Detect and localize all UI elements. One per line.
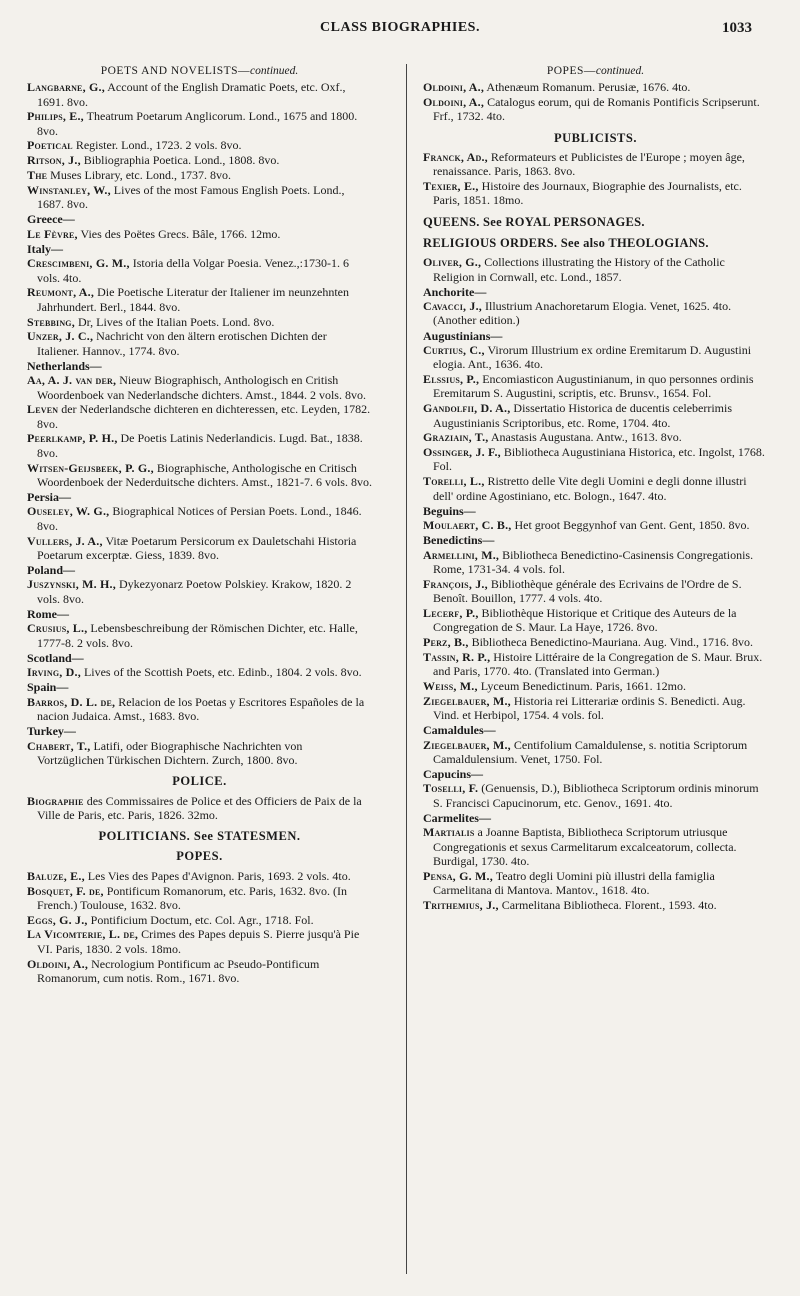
- bibliography-entry: [27, 739, 372, 768]
- entry-title: Bibliothèque générale des Ecrivains de l'Ordre de S. Benoît. Bouillon, 1777. 4 vols. 4to.: [433, 576, 742, 606]
- entry-title: Theatrum Poetarum Anglicorum. Lond., 1675 and 1800. 8vo.: [37, 109, 358, 138]
- entry-author: Stebbing,: [27, 314, 75, 329]
- bibliography-entry: [423, 95, 768, 124]
- entry-title: Bibliotheca Benedictino-Casinensis Congregationis. Rome, 1731-34. 4 vols. fol.: [433, 547, 754, 576]
- section-heading-popes-continued: POPES—continued.: [546, 65, 645, 77]
- entry-author: Poetical: [27, 138, 73, 153]
- entry-title: Register. Lond., 1723. 2 vols. 8vo.: [75, 138, 242, 153]
- entry-author: Crusius, L.,: [27, 621, 88, 636]
- entry-author: Cavacci, J.,: [423, 299, 483, 314]
- subheading-rome: Rome—: [27, 606, 69, 621]
- entry-title: Biographical Notices of Persian Poets. Lond., 1846. 8vo.: [37, 504, 362, 533]
- bibliography-entry: [423, 781, 768, 810]
- entry-list: [423, 299, 768, 328]
- entry-list: [27, 577, 372, 606]
- entry-list: [423, 825, 768, 912]
- entry-title: Catalogus eorum, qui de Romanis Pontificis Scripserunt. Frf., 1732. 4to.: [433, 95, 760, 124]
- entry-author: Barros, D. L. de,: [27, 694, 116, 709]
- entry-author: Gandolfii, D. A.,: [423, 401, 511, 416]
- entry-title: Encomiasticon Augustinianum, in quo personnes ordinis Eremitarum S. Augustini, scriptis, etc. Brunsv., 1654. Fol.: [433, 372, 754, 401]
- entry-author: Ziegelbauer, M.,: [423, 737, 511, 752]
- entry-list: [27, 739, 372, 768]
- bibliography-entry: [27, 504, 372, 533]
- subheading-anchorite: Anchorite—: [423, 284, 487, 299]
- bibliography-entry: [27, 665, 372, 679]
- entry-author: The: [27, 168, 48, 183]
- entry-author: François, J.,: [423, 576, 488, 591]
- entry-title: (Genuensis, D.), Bibliotheca Scriptorum ordinis minorum S. Francisci Capucinorum, etc. Genov., 1691. 4to.: [433, 781, 759, 810]
- section-heading-popes: POPES.: [176, 849, 223, 864]
- entry-list: [423, 150, 768, 208]
- bibliography-entry: [423, 898, 768, 912]
- bibliography-entry: [27, 329, 372, 358]
- entry-list: [423, 781, 768, 810]
- bibliography-entry: [423, 255, 768, 284]
- entry-title: Carmelitana Bibliotheca. Florent., 1593. 4to.: [501, 897, 717, 912]
- bibliography-entry: [27, 884, 372, 913]
- entry-title: Vitæ Poetarum Persicorum ex Dauletschahi Historia Poetarum excerptæ. Giess, 1839. 8vo.: [37, 533, 357, 562]
- bibliography-entry: [27, 183, 372, 212]
- bibliography-entry: [27, 695, 372, 724]
- bibliography-entry: [423, 548, 768, 577]
- entry-list: [27, 621, 372, 650]
- entry-title: Lyceum Benedictinum. Paris, 1661. 12mo.: [480, 678, 686, 693]
- subheading-netherlands: Netherlands—: [27, 358, 102, 373]
- entry-author: Trithemius, J.,: [423, 897, 499, 912]
- bibliography-entry: [27, 431, 372, 460]
- entry-title: Latifi, oder Biographische Nachrichten von Vortzüglichen Türkischen Dichtern. Zurch, 1800. 8vo.: [37, 738, 303, 767]
- entry-title: Lives of the Scottish Poets, etc. Edinb., 1804. 2 vols. 8vo.: [83, 665, 362, 680]
- entry-title: Centifolium Camaldulense, s. notitia Scriptorum Camaldulensium. Venet, 1750. Fol.: [433, 737, 748, 766]
- entry-title: Dr, Lives of the Italian Poets. Lond. 8vo.: [77, 314, 275, 329]
- entry-author: Oldoini, A.,: [423, 80, 485, 95]
- page-number: 1033: [722, 20, 752, 36]
- entry-title: Dissertatio Historica de ducentis celeberrimis Augustinianis Scriptoribus, etc. Rome, 1704. 4to.: [433, 401, 733, 430]
- subheading-persia: Persia—: [27, 490, 71, 505]
- entry-author: Ziegelbauer, M.,: [423, 693, 511, 708]
- bibliography-entry: [423, 401, 768, 430]
- entry-author: Curtius, C.,: [423, 343, 485, 358]
- entry-title: De Poetis Latinis Nederlandicis. Lugd. Bat., 1838. 8vo.: [37, 431, 363, 460]
- bibliography-entry: [27, 373, 372, 402]
- bibliography-entry: [423, 694, 768, 723]
- column-divider: [406, 64, 407, 1274]
- bibliography-entry: [423, 518, 768, 532]
- bibliography-entry: [423, 430, 768, 444]
- bibliography-entry: [27, 168, 372, 182]
- entry-title: Histoire Littéraire de la Congregation de S. Maur. Brux. and Paris, 1770. 4to. (Translated into German.): [433, 649, 763, 679]
- entry-author: Witsen-Geijsbeek, P. G.,: [27, 460, 154, 475]
- subheading-beguins: Beguins—: [423, 503, 476, 518]
- entry-title: Istoria della Volgar Poesia. Venez.,:1730-1. 6 vols. 4to.: [37, 256, 349, 285]
- bibliography-entry: [27, 138, 372, 152]
- section-heading-politicians: POLITICIANS. See STATESMEN.: [98, 829, 301, 844]
- entry-title: Pontificium Doctum, etc. Col. Agr., 1718. Fol.: [90, 912, 314, 927]
- entry-list: [27, 373, 372, 489]
- entry-title: Vies des Poëtes Grecs. Bâle, 1766. 12mo.: [80, 226, 281, 241]
- entry-title: Lives of the most Famous English Poets. Lond., 1687. 8vo.: [37, 182, 345, 212]
- entry-author: Perz, B.,: [423, 634, 469, 649]
- entry-author: Baluze, E.,: [27, 868, 85, 883]
- entry-author: Philips, E.,: [27, 109, 84, 124]
- bibliography-entry: [27, 256, 372, 285]
- bibliography-entry: [423, 372, 768, 401]
- entry-list: [27, 794, 372, 823]
- entry-author: Martialis: [423, 825, 475, 840]
- entry-title: Ristretto delle Vite degli Uomini e degli donne illustri dell' ordine Agostiniano, etc. Bologn., 1647. 4to.: [433, 474, 747, 503]
- entry-author: Aa, A. J. van der,: [27, 373, 117, 388]
- entry-title: Bibliothèque Historique et Critique des Auteurs de la Congregation de S. Maur. La Haye, 1726. 8vo.: [433, 605, 737, 635]
- bibliography-entry: [423, 738, 768, 767]
- entry-title: Collections illustrating the History of the Catholic Religion in Cornwall, etc. Lond., 1857.: [433, 255, 725, 284]
- entry-author: Langbarne, G.,: [27, 80, 105, 95]
- subheading-poland: Poland—: [27, 563, 76, 578]
- bibliography-entry: [27, 80, 372, 109]
- section-heading-poets-continued: POETS AND NOVELISTS—continued.: [100, 65, 299, 77]
- bibliography-entry: [27, 153, 372, 167]
- entry-author: Ouseley, W. G.,: [27, 504, 110, 519]
- entry-title: Virorum Illustrium ex ordine Eremitarum D. Augustini elogia. Ant., 1636. 4to.: [433, 343, 752, 372]
- entry-author: Winstanley, W.,: [27, 182, 111, 197]
- entry-list: [27, 869, 372, 985]
- bibliography-entry: [423, 179, 768, 208]
- entry-author: Graziain, T.,: [423, 430, 489, 445]
- entry-author: Franck, Ad.,: [423, 149, 488, 164]
- entry-title: Account of the English Dramatic Poets, etc. Oxf., 1691. 8vo.: [37, 80, 346, 109]
- subheading-camaldules: Camaldules—: [423, 723, 496, 738]
- bibliography-entry: [27, 534, 372, 563]
- entry-list: [423, 548, 768, 723]
- subheading-benedictins: Benedictins—: [423, 533, 495, 548]
- entry-author: Unzer, J. C.,: [27, 329, 94, 344]
- subheading-scotland: Scotland—: [27, 650, 84, 665]
- entry-title: Necrologium Pontificum ac Pseudo-Pontificum Romanorum, cum notis. Rom., 1671. 8vo.: [37, 956, 320, 985]
- entry-title: Bibliotheca Augustiniana Historica, etc. Ingolst, 1768. Fol.: [433, 445, 765, 474]
- entry-author: Ossinger, J. F.,: [423, 445, 501, 460]
- bibliography-entry: [27, 109, 372, 138]
- bibliography-entry: [423, 825, 768, 868]
- entry-author: Eggs, G. J.,: [27, 912, 88, 927]
- entry-title: Die Poetische Literatur der Italiener im neunzehnten Jahrhundert. Berl., 1844. 8vo.: [37, 285, 349, 314]
- subheading-spain: Spain—: [27, 680, 69, 695]
- entry-author: Bosquet, F. de,: [27, 883, 104, 898]
- bibliography-entry: [423, 650, 768, 679]
- entry-title: Anastasis Augustana. Antw., 1613. 8vo.: [490, 430, 682, 445]
- entry-author: Armellini, M.,: [423, 547, 500, 562]
- right-column: [423, 64, 768, 913]
- bibliography-entry: [423, 679, 768, 693]
- bibliography-entry: [27, 869, 372, 883]
- entry-author: Torelli, L.,: [423, 474, 485, 489]
- bibliography-entry: [423, 80, 768, 94]
- bibliography-entry: [423, 635, 768, 649]
- entry-list: [27, 504, 372, 562]
- entry-author: Chabert, T.,: [27, 738, 91, 753]
- entry-title: Historia rei Litterariæ ordinis S. Benedicti. Aug. Vind. et Herbipol, 1754. 4 vols. fol.: [433, 693, 746, 722]
- left-column: [27, 64, 372, 986]
- bibliography-entry: [423, 474, 768, 503]
- entry-title: Dykezyonarz Poetow Polskiey. Krakow, 1820. 2 vols. 8vo.: [37, 577, 352, 606]
- bibliography-entry: [27, 285, 372, 314]
- entry-list: [423, 343, 768, 503]
- entry-author: Tassin, R. P.,: [423, 649, 491, 664]
- entry-author: Oldoini, A.,: [27, 956, 89, 971]
- entry-list: [423, 738, 768, 767]
- entry-author: Elssius, P.,: [423, 372, 480, 387]
- entry-title: a Joanne Baptista, Bibliotheca Scriptorum utriusque Congregationis et sexus Carmelitarum excalceatorum, collecta. Burdigal, 1730. 4to.: [433, 825, 737, 868]
- entry-author: Ritson, J.,: [27, 153, 81, 168]
- entry-author: Texier, E.,: [423, 179, 479, 194]
- entry-author: Crescimbeni, G. M.,: [27, 256, 130, 271]
- bibliography-entry: [423, 869, 768, 898]
- entry-list: [27, 80, 372, 211]
- subheading-greece: Greece—: [27, 212, 75, 227]
- entry-list: [423, 80, 768, 123]
- subheading-capucins: Capucins—: [423, 767, 484, 782]
- entry-author: Pensa, G. M.,: [423, 868, 493, 883]
- section-heading-police: POLICE.: [172, 774, 227, 789]
- section-heading-queens: QUEENS. See ROYAL PERSONAGES.: [423, 214, 645, 229]
- entry-list: [27, 227, 372, 241]
- entry-author: Irving, D.,: [27, 665, 81, 680]
- entry-title: Histoire des Journaux, Biographie des Journalists, etc. Paris, 1851. 18mo.: [433, 179, 742, 208]
- bibliography-entry: [27, 461, 372, 490]
- entry-title: Muses Library, etc. Lond., 1737. 8vo.: [50, 168, 232, 183]
- subheading-carmelites: Carmelites—: [423, 811, 491, 826]
- entry-author: Le Fèvre,: [27, 226, 78, 241]
- entry-title: Crimes des Papes depuis S. Pierre jusqu'à Pie VI. Paris, 1830. 2 vols. 18mo.: [37, 927, 360, 956]
- entry-title: Bibliotheca Benedictino-Mauriana. Aug. Vind., 1716. 8vo.: [471, 634, 753, 649]
- entry-author: Oldoini, A.,: [423, 95, 485, 110]
- entry-author: Oliver, G.,: [423, 255, 482, 270]
- bibliography-entry: [423, 150, 768, 179]
- entry-title: Relacion de los Poetas y Escritores Españoles de la nacion Judaica. Amst., 1683. 8vo.: [37, 694, 365, 724]
- entry-title: Reformateurs et Publicistes de l'Europe ; moyen âge, renaissance. Paris, 1863. 8vo.: [433, 149, 745, 179]
- subheading-italy: Italy—: [27, 242, 63, 257]
- entry-author: Peerlkamp, P. H.,: [27, 431, 118, 446]
- entry-list: [423, 518, 768, 532]
- bibliography-entry: [423, 445, 768, 474]
- entry-author: Moulaert, C. B.,: [423, 518, 512, 533]
- bibliography-entry: [27, 913, 372, 927]
- entry-author: Juszynski, M. H.,: [27, 577, 116, 592]
- bibliography-entry: [27, 315, 372, 329]
- entry-title: der Nederlandsche dichteren en dichteressen, etc. Leyden, 1782. 8vo.: [37, 402, 371, 431]
- bibliography-entry: [423, 577, 768, 606]
- entry-title: Biographische, Anthologische en Critisch Woordenboek der Nederduitsche dichters. Amst., 1821-7. 6 vols. 8vo.: [37, 460, 372, 489]
- bibliography-entry: [27, 794, 372, 823]
- entry-list: [27, 695, 372, 724]
- entry-author: Reumont, A.,: [27, 285, 95, 300]
- page-header: [0, 20, 800, 44]
- bibliography-entry: [27, 957, 372, 986]
- entry-list: [27, 256, 372, 358]
- section-heading-religious-orders: RELIGIOUS ORDERS. See also THEOLOGIANS.: [423, 235, 709, 250]
- entry-author: Lecerf, P.,: [423, 605, 479, 620]
- running-head: CLASS BIOGRAPHIES.: [320, 20, 480, 35]
- entry-author: Vullers, J. A.,: [27, 533, 103, 548]
- bibliography-entry: [423, 343, 768, 372]
- entry-list: [423, 255, 768, 284]
- entry-title: Athenæum Romanum. Perusiæ, 1676. 4to.: [486, 80, 691, 95]
- entry-title: Lebensbeschreibung der Römischen Dichter, etc. Halle, 1777-8. 2 vols. 8vo.: [37, 621, 358, 650]
- bibliography-entry: [27, 577, 372, 606]
- entry-title: des Commissaires de Police et des Officiers de Paix de la Ville de Paris, etc. Paris, 1826. 32mo.: [37, 793, 362, 822]
- bibliography-entry: [27, 621, 372, 650]
- entry-title: Les Vies des Papes d'Avignon. Paris, 1693. 2 vols. 4to.: [87, 868, 351, 883]
- entry-author: Biographie: [27, 793, 84, 808]
- bibliography-entry: [27, 927, 372, 956]
- bibliography-entry: [27, 227, 372, 241]
- entry-title: Pontificum Romanorum, etc. Paris, 1632. 8vo. (In French.) Toulouse, 1632. 8vo.: [37, 883, 348, 912]
- section-heading-publicists: PUBLICISTS.: [554, 130, 637, 145]
- entry-list: [27, 665, 372, 679]
- entry-author: Toselli, F.: [423, 781, 479, 796]
- entry-title: Teatro degli Uomini più illustri della famiglia Carmelitana di Mantova. Mantov., 1618. 4to.: [433, 868, 715, 898]
- entry-title: Nieuw Biographisch, Anthologisch en Critish Woordenboek van Nederlandsche dichters. Amst., 1844. 2 vols. 8vo.: [37, 373, 366, 402]
- entry-title: Nachricht von den ältern erotischen Dichten der Italiener. Hannov., 1774. 8vo.: [37, 329, 327, 358]
- entry-title: Illustrium Anachoretarum Elogia. Venet, 1625. 4to. (Another edition.): [433, 299, 732, 328]
- bibliography-entry: [423, 299, 768, 328]
- subheading-turkey: Turkey—: [27, 724, 76, 739]
- entry-title: Het groot Beggynhof van Gent. Gent, 1850. 8vo.: [514, 518, 750, 533]
- entry-author: Leven: [27, 402, 59, 417]
- subheading-augustinians: Augustinians—: [423, 328, 503, 343]
- entry-author: La Vicomterie, L. de,: [27, 927, 139, 942]
- bibliography-entry: [423, 606, 768, 635]
- entry-title: Bibliographia Poetica. Lond., 1808. 8vo.: [83, 153, 280, 168]
- entry-author: Weiss, M.,: [423, 678, 478, 693]
- bibliography-entry: [27, 402, 372, 431]
